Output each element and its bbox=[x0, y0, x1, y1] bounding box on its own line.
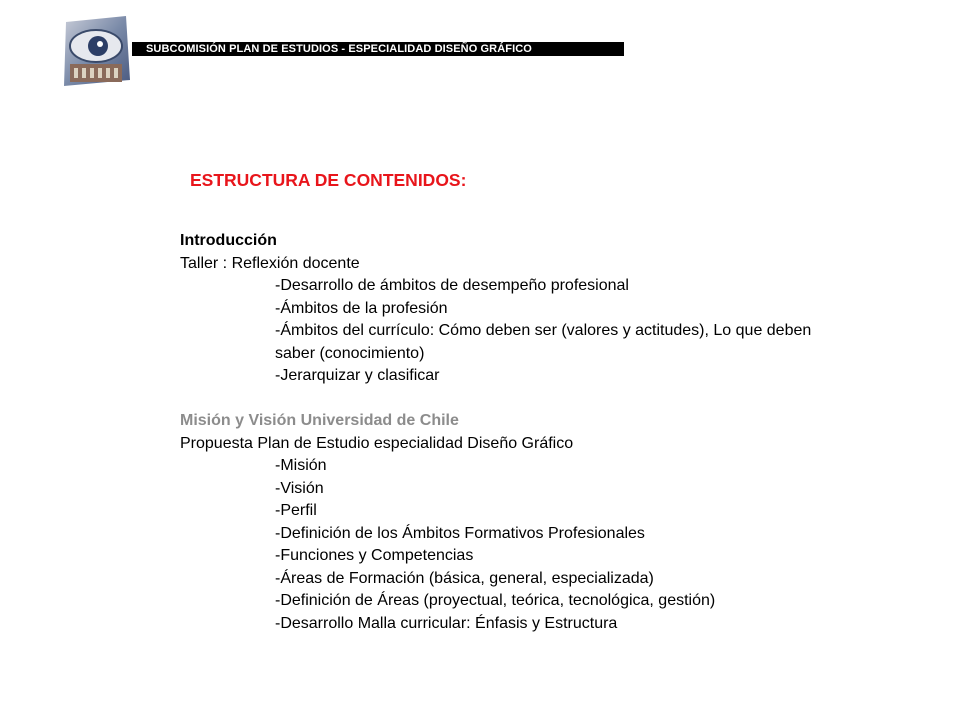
list-item: -Perfil bbox=[275, 502, 317, 519]
content-body bbox=[180, 230, 820, 635]
list-item: -Ámbitos del currículo: Cómo deben ser (valores y actitudes), Lo que deben saber (conocimiento) bbox=[275, 322, 812, 362]
list-item: -Visión bbox=[275, 479, 324, 497]
list-item: -Jerarquizar y clasificar bbox=[275, 367, 440, 384]
list-item: -Definición de Áreas (proyectual, teórica, tecnológica, gestión) bbox=[275, 592, 716, 609]
header-banner: SUBCOMISIÓN PLAN DE ESTUDIOS - ESPECIALIDAD DISEÑO GRÁFICO bbox=[132, 42, 624, 56]
section-subheading-taller: Taller : Reflexión docente bbox=[180, 254, 360, 272]
section-heading-mision-vision: Misión y Visión Universidad de Chile bbox=[180, 412, 459, 429]
section-subheading-propuesta: Propuesta Plan de Estudio especialidad Diseño Gráfico bbox=[180, 434, 574, 452]
list-item: -Desarrollo de ámbitos de desempeño profesional bbox=[275, 277, 629, 294]
page-title: ESTRUCTURA DE CONTENIDOS: bbox=[190, 170, 467, 190]
list-item: -Definición de los Ámbitos Formativos Profesionales bbox=[275, 524, 645, 542]
spacer bbox=[180, 388, 820, 411]
list-item: -Áreas de Formación (básica, general, especializada) bbox=[275, 569, 654, 587]
list-item: -Misión bbox=[275, 457, 327, 474]
list-item: -Funciones y Competencias bbox=[275, 547, 474, 564]
list-item: -Desarrollo Malla curricular: Énfasis y Estructura bbox=[275, 614, 618, 632]
list-item: -Ámbitos de la profesión bbox=[275, 299, 448, 317]
section-heading-introduccion: Introducción bbox=[180, 232, 277, 249]
university-eye-logo-icon bbox=[60, 14, 132, 88]
